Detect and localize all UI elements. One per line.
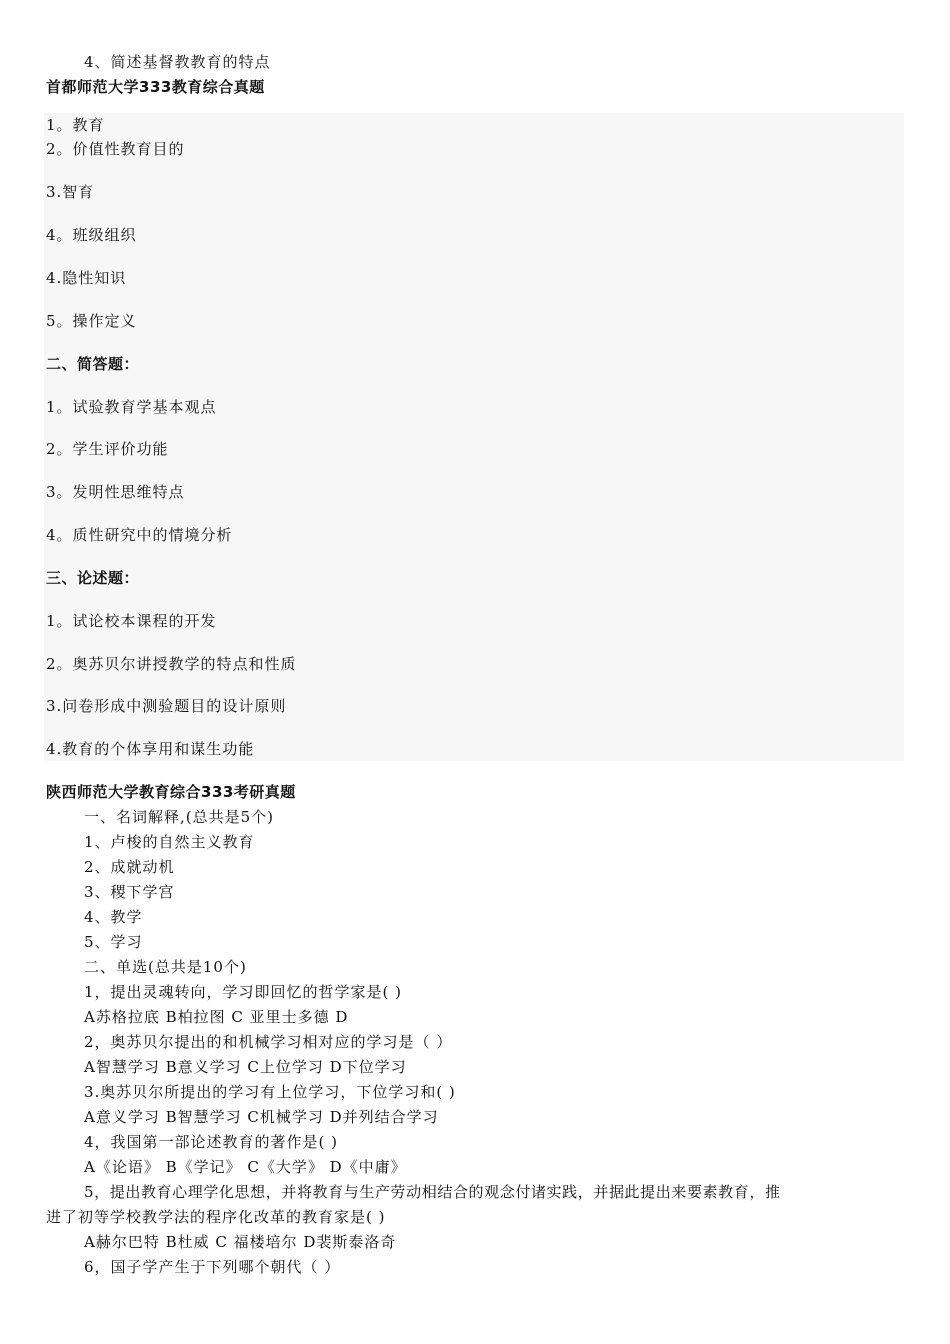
s1-part3-item: 2。奥苏贝尔讲授教学的特点和性质 xyxy=(46,655,297,673)
s2-line: 2，奥苏贝尔提出的和机械学习相对应的学习是（ ） xyxy=(84,1033,453,1051)
s2-line: A智慧学习 B意义学习 C上位学习 D下位学习 xyxy=(84,1058,407,1076)
s1-part2-item: 4。质性研究中的情境分析 xyxy=(46,526,233,544)
s2-line: 5、学习 xyxy=(84,933,143,951)
s1-item: 4。班级组织 xyxy=(46,226,137,244)
s2-line: 一、名词解释,(总共是5个) xyxy=(84,808,275,826)
s1-part2-item: 1。试验教育学基本观点 xyxy=(46,398,217,416)
s2-line: A苏格拉底 B柏拉图 C 亚里士多德 D xyxy=(84,1008,349,1026)
s1-item: 4.隐性知识 xyxy=(46,269,127,287)
s2-line: 1、卢梭的自然主义教育 xyxy=(84,833,255,851)
section1-title: 首都师范大学333教育综合真题 xyxy=(46,78,265,96)
section2-title: 陕西师范大学教育综合333考研真题 xyxy=(46,783,296,801)
s2-line: A《论语》 B《学记》 C《大学》 D《中庸》 xyxy=(84,1158,407,1176)
s2-line: 5，提出教育心理学化思想，并将教育与生产劳动相结合的观念付诸实践，并据此提出来要素教育，推 xyxy=(84,1183,781,1201)
part2-title: 二、简答题： xyxy=(46,355,140,373)
s2-line: 二、单选(总共是10个) xyxy=(84,958,247,976)
part3-title: 三、论述题： xyxy=(46,569,140,587)
s2-line: 2、成就动机 xyxy=(84,858,175,876)
s2-line: 3、稷下学宫 xyxy=(84,883,175,901)
s2-line: 进了初等学校教学法的程序化改革的教育家是( ) xyxy=(46,1208,386,1226)
top-item: 4、简述基督教教育的特点 xyxy=(84,53,271,71)
s2-line: 3.奥苏贝尔所提出的学习有上位学习，下位学习和( ) xyxy=(84,1083,456,1101)
s2-line: 4、教学 xyxy=(84,908,143,926)
s1-part2-item: 2。学生评价功能 xyxy=(46,440,169,458)
s1-item: 5。操作定义 xyxy=(46,312,137,330)
s1-item: 3.智育 xyxy=(46,183,95,201)
s2-line: A意义学习 B智慧学习 C机械学习 D并列结合学习 xyxy=(84,1108,439,1126)
s1-part3-item: 1。试论校本课程的开发 xyxy=(46,612,217,630)
s2-line: 6，国子学产生于下列哪个朝代（ ） xyxy=(84,1258,341,1276)
s1-item: 1。教育 xyxy=(46,116,105,134)
s1-part3-item: 4.教育的个体享用和谋生功能 xyxy=(46,740,255,758)
s1-item: 2。价值性教育目的 xyxy=(46,140,185,158)
s1-part2-item: 3。发明性思维特点 xyxy=(46,483,185,501)
s2-line: A赫尔巴特 B杜威 C 福楼培尔 D裴斯泰洛奇 xyxy=(84,1233,397,1251)
s2-line: 4，我国第一部论述教育的著作是( ) xyxy=(84,1133,339,1151)
s1-part3-item: 3.问卷形成中测验题目的设计原则 xyxy=(46,697,287,715)
s2-line: 1，提出灵魂转向，学习即回忆的哲学家是( ) xyxy=(84,983,403,1001)
